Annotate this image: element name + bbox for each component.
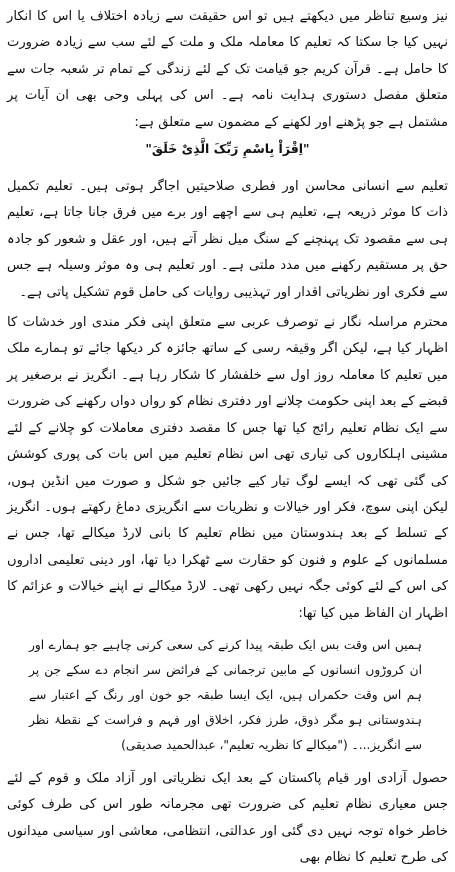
paragraph-independence-line-2: مجرمانہ طور اس کی طرف کوئی خاطر خواہ توجہ نہیں دی گئی اور عدالتی، انتظامی، معاشی اور سیاسی میدانوں کی طرح تعلیم کا نظام بھی <box>7 797 448 866</box>
paragraph-independence-line-1: حصول آزادی اور قیام پاکستان کے بعد ایک نظریاتی اور آزاد ملک و قوم کے لئے جس معیاری نظام تعلیم کی ضرورت تھی <box>7 770 448 813</box>
quote-citation: ("میکالے کا نظریہ تعلیم"، عبدالحمید صدیقی) <box>121 737 348 752</box>
paragraph-independence <box>7 766 448 872</box>
quranic-verse: "اِقْرَاْ بِاسْمِ رَبِّکَ الَّذِیْ خَلَقَ" <box>145 141 310 157</box>
macaulay-quote <box>7 633 448 758</box>
paragraph-education-virtues: تعلیم سے انسانی محاسن اور فطری صلاحیتیں اجاگر ہوتی ہیں۔ تعلیم تکمیل ذات کا موثر ذریعہ ہے، تعلیم ہی سے اچھے اور برے میں فرق جانا جاتا ہے، تعلیم ہی سے مقصود تک پہنچنے کے سنگ میل نظر آتے ہیں، اور عقل و شعور کو جادہ حق پر مستقیم رکھنے میں مدد ملتی ہے۔ اور تعلیم ہی وہ موثر وسیلہ ہے جس سے فکری اور نظریاتی اقدار اور تہذیبی روایات کی حامل قوم تشکیل پاتی ہے۔ <box>7 179 448 300</box>
paragraph-colonial-education: محترم مراسلہ نگار نے توصرف عربی سے متعلق اپنی فکر مندی اور خدشات کا اظہار کیا ہے، لیکن اگر وقیقہ رسی کے ساتھ جائزہ کر دیکھا جائے تو ہمارے ملک میں تعلیم کا معاملہ روز اول سے خلفشار کا شکار رہا ہے۔ انگریز نے برصغیر پر قبضے کے بعد اپنی حکومت چلانے اور دفتری نظام کو رواں دواں رکھنے کی ضرورت سے ایک نظام تعلیم رائج کیا تھا جس کا مقصد دفتری معاملات کو چلانے کے لئے مشینی اہلکاروں کی تیاری تھی اس نظام تعلیم میں اس بات کی پوری کوشش کی گئی تھی کہ ایسے لوگ تیار کیے جائیں جو شکل و صورت میں انڈین ہوں، لیکن اپنی سوچ، فکر اور خیالات و نظریات سے انگریزی دماغ رکھتے ہوں۔ انگریز کے تسلط کے بعد ہندوستان میں نظام تعلیم کا بانی لارڈ میکالے تھا، جس نے مسلمانوں کے علوم و فنون کو حقارت سے ٹھکرا دیا تھا، اور دینی تعلیمی اداروں کی اس کے لئے کوئی جگہ نہیں رکھی تھی۔ لارڈ میکالے نے اپنے خیالات و عزائم کا اظہار ان الفاظ میں کیا تھا: <box>7 315 448 621</box>
paragraph-intro: نیز وسیع تناظر میں دیکھتے ہیں تو اس حقیقت سے زیادہ اختلاف یا اس کا انکار نہیں کیا جا سکتا کہ تعلیم کا معاملہ ملک و ملت کے لئے سب سے زیادہ ضرورت کا حامل ہے۔ قرآن کریم جو قیامت تک کے لئے زندگی کے تمام تر شعبہ جات سے متعلق مفصل دستوری ہدایت نامہ ہے۔ اس کی پہلی وحی بھی ان آیات پر مشتمل ہے جو پڑھنے اور لکھنے کے مضمون سے متعلق ہے: <box>7 9 448 130</box>
quote-text: ہمیں اس وقت بس ایک طبقہ پیدا کرنے کی سعی کرنی چاہیے جو ہمارے اور ان کروڑوں انسانوں کے مابین ترجمانی کے فرائض سر انجام دے سکے جن پر ہم اس وقت حکمراں ہیں، ایک ایسا طبقہ جو خون اور رنگ کے اعتبار سے ہندوستانی ہو مگر ذوق، طرز فکر، اخلاق اور فہم و فراست کے نقطۂ نظر سے انگریز...۔ <box>29 637 422 752</box>
